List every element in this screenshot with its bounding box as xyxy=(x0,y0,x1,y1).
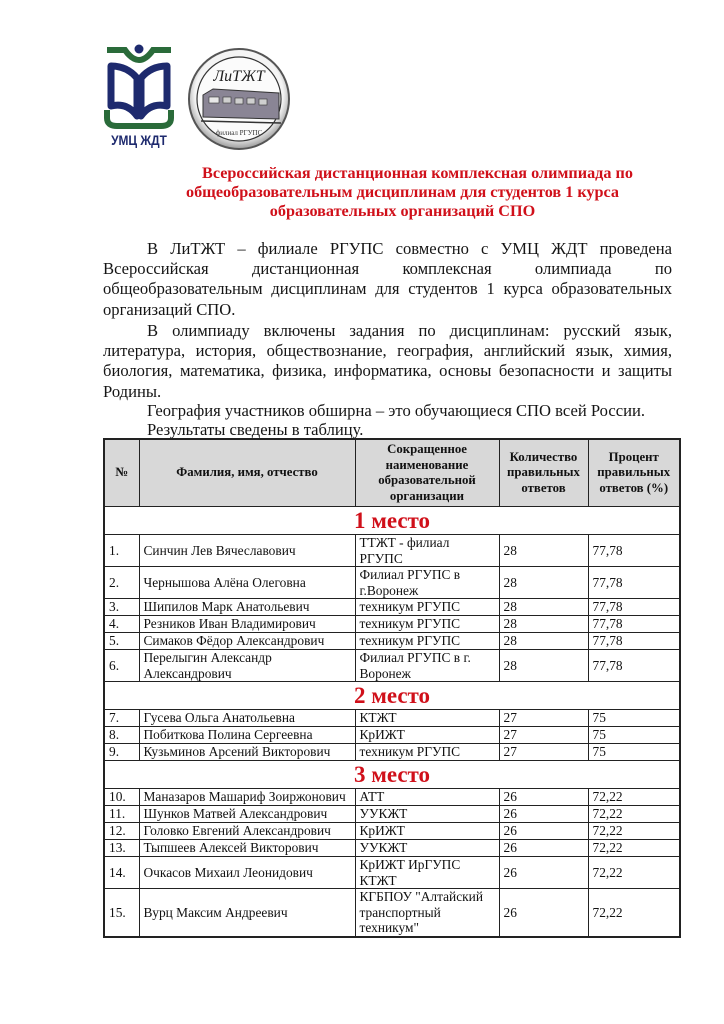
table-row xyxy=(104,616,680,633)
cell-name: Очкасов Михаил Леонидович xyxy=(139,857,355,889)
cell-org: техникум РГУПС xyxy=(355,599,499,616)
cell-count: 27 xyxy=(499,744,588,761)
cell-name: Симаков Фёдор Александрович xyxy=(139,633,355,650)
cell-percent: 75 xyxy=(588,727,680,744)
cell-org: КрИЖТ xyxy=(355,727,499,744)
svg-text:филиал РГУПС: филиал РГУПС xyxy=(215,129,263,137)
cell-percent: 77,78 xyxy=(588,650,680,682)
cell-org: Филиал РГУПС в г. Воронеж xyxy=(355,650,499,682)
disciplines-text: В олимпиаду включены задания по дисциплинам: русский язык, литература, история, обществознание, география, английский язык, химия, биология, математика, физика, информатика, основы безопасности и защиты Родины. xyxy=(103,321,672,401)
cell-num: 3. xyxy=(104,599,139,616)
table-row xyxy=(104,857,680,889)
cell-num: 10. xyxy=(104,789,139,806)
cell-org: ТТЖТ - филиал РГУПС xyxy=(355,535,499,567)
cell-name: Тыпшеев Алексей Викторович xyxy=(139,840,355,857)
place-label: 1 место xyxy=(104,507,680,535)
cell-org: техникум РГУПС xyxy=(355,616,499,633)
cell-num: 8. xyxy=(104,727,139,744)
place-row xyxy=(104,682,680,710)
cell-name: Вурц Максим Андреевич xyxy=(139,889,355,937)
disciplines-paragraph xyxy=(103,321,672,402)
cell-org: АТТ xyxy=(355,789,499,806)
cell-count: 28 xyxy=(499,535,588,567)
cell-percent: 77,78 xyxy=(588,535,680,567)
cell-org: КрИЖТ xyxy=(355,823,499,840)
cell-num: 9. xyxy=(104,744,139,761)
cell-percent: 72,22 xyxy=(588,823,680,840)
cell-percent: 77,78 xyxy=(588,567,680,599)
header-num: № xyxy=(104,439,139,507)
cell-name: Перелыгин Александр Александрович xyxy=(139,650,355,682)
geography-paragraph xyxy=(103,401,672,421)
cell-name: Чернышова Алёна Олеговна xyxy=(139,567,355,599)
table-row xyxy=(104,823,680,840)
litzht-logo xyxy=(187,47,291,151)
cell-count: 26 xyxy=(499,823,588,840)
cell-name: Синчин Лев Вячеславович xyxy=(139,535,355,567)
cell-percent: 72,22 xyxy=(588,840,680,857)
cell-num: 14. xyxy=(104,857,139,889)
place-label: 3 место xyxy=(104,761,680,789)
cell-percent: 72,22 xyxy=(588,789,680,806)
cell-num: 7. xyxy=(104,710,139,727)
header-name: Фамилия, имя, отчество xyxy=(139,439,355,507)
title-line-3: образовательных организаций СПО xyxy=(269,202,536,220)
cell-percent: 75 xyxy=(588,710,680,727)
cell-num: 4. xyxy=(104,616,139,633)
cell-percent: 72,22 xyxy=(588,889,680,937)
umc-zhdt-logo xyxy=(103,44,175,154)
cell-org: КТЖТ xyxy=(355,710,499,727)
cell-count: 26 xyxy=(499,857,588,889)
cell-org: техникум РГУПС xyxy=(355,744,499,761)
cell-num: 5. xyxy=(104,633,139,650)
cell-name: Шипилов Марк Анатольевич xyxy=(139,599,355,616)
cell-org: КрИЖТ ИрГУПС КТЖТ xyxy=(355,857,499,889)
cell-count: 28 xyxy=(499,633,588,650)
cell-num: 12. xyxy=(104,823,139,840)
cell-num: 13. xyxy=(104,840,139,857)
header-percent: Процент правильных ответов (%) xyxy=(588,439,680,507)
umc-book-emblem-icon xyxy=(103,44,175,132)
table-row xyxy=(104,535,680,567)
cell-num: 2. xyxy=(104,567,139,599)
results-table xyxy=(103,438,681,938)
place-row xyxy=(104,761,680,789)
cell-count: 28 xyxy=(499,650,588,682)
table-row xyxy=(104,633,680,650)
cell-count: 26 xyxy=(499,889,588,937)
litzht-train-emblem-icon xyxy=(187,47,291,151)
cell-percent: 75 xyxy=(588,744,680,761)
page-title xyxy=(150,164,655,221)
logos xyxy=(103,44,265,154)
cell-count: 26 xyxy=(499,806,588,823)
cell-count: 27 xyxy=(499,710,588,727)
cell-percent: 77,78 xyxy=(588,616,680,633)
cell-count: 27 xyxy=(499,727,588,744)
table-row xyxy=(104,599,680,616)
cell-percent: 77,78 xyxy=(588,599,680,616)
cell-name: Кузьминов Арсений Викторович xyxy=(139,744,355,761)
cell-count: 28 xyxy=(499,616,588,633)
cell-name: Побиткова Полина Сергеевна xyxy=(139,727,355,744)
table-header-row xyxy=(104,439,680,507)
cell-percent: 77,78 xyxy=(588,633,680,650)
umc-logo-label: УМЦ ЖДТ xyxy=(111,132,167,148)
cell-name: Гусева Ольга Анатольевна xyxy=(139,710,355,727)
cell-org: УУКЖТ xyxy=(355,840,499,857)
cell-count: 28 xyxy=(499,599,588,616)
place-label: 2 место xyxy=(104,682,680,710)
cell-count: 28 xyxy=(499,567,588,599)
cell-name: Резников Иван Владимирович xyxy=(139,616,355,633)
cell-percent: 72,22 xyxy=(588,806,680,823)
cell-percent: 72,22 xyxy=(588,857,680,889)
header-org: Сокращенное наименование образовательной организации xyxy=(355,439,499,507)
cell-name: Шунков Матвей Александрович xyxy=(139,806,355,823)
table-row xyxy=(104,727,680,744)
intro-paragraph xyxy=(103,239,672,320)
table-row xyxy=(104,840,680,857)
header-count: Количество правильных ответов xyxy=(499,439,588,507)
place-row xyxy=(104,507,680,535)
table-row xyxy=(104,567,680,599)
cell-name: Головко Евгений Александрович xyxy=(139,823,355,840)
cell-org: техникум РГУПС xyxy=(355,633,499,650)
cell-org: КГБПОУ "Алтайский транспортный техникум" xyxy=(355,889,499,937)
cell-count: 26 xyxy=(499,840,588,857)
cell-count: 26 xyxy=(499,789,588,806)
geography-text: География участников обширна – это обучающиеся СПО всей России. xyxy=(147,401,646,420)
table-row xyxy=(104,650,680,682)
cell-num: 6. xyxy=(104,650,139,682)
title-line-2: общеобразовательным дисциплинам для студентов 1 курса xyxy=(185,183,620,201)
svg-text:ЛиТЖТ: ЛиТЖТ xyxy=(213,68,265,85)
table-row xyxy=(104,789,680,806)
cell-num: 11. xyxy=(104,806,139,823)
table-row xyxy=(104,806,680,823)
table-row xyxy=(104,744,680,761)
title-line-1: Всероссийская дистанционная комплексная олимпиада по xyxy=(202,164,633,182)
intro-text: В ЛиТЖТ – филиале РГУПС совместно с УМЦ ЖДТ проведена Всероссийская дистанционная комплексная олимпиада по общеобразовательным дисциплинам для студентов 1 курса образовательных организаций СПО. xyxy=(103,239,672,319)
cell-num: 1. xyxy=(104,535,139,567)
results-intro-text: Результаты сведены в таблицу. xyxy=(147,420,364,439)
table-row xyxy=(104,889,680,937)
table-row xyxy=(104,710,680,727)
cell-org: Филиал РГУПС в г.Воронеж xyxy=(355,567,499,599)
cell-org: УУКЖТ xyxy=(355,806,499,823)
cell-num: 15. xyxy=(104,889,139,937)
cell-name: Маназаров Машариф Зоиржонович xyxy=(139,789,355,806)
